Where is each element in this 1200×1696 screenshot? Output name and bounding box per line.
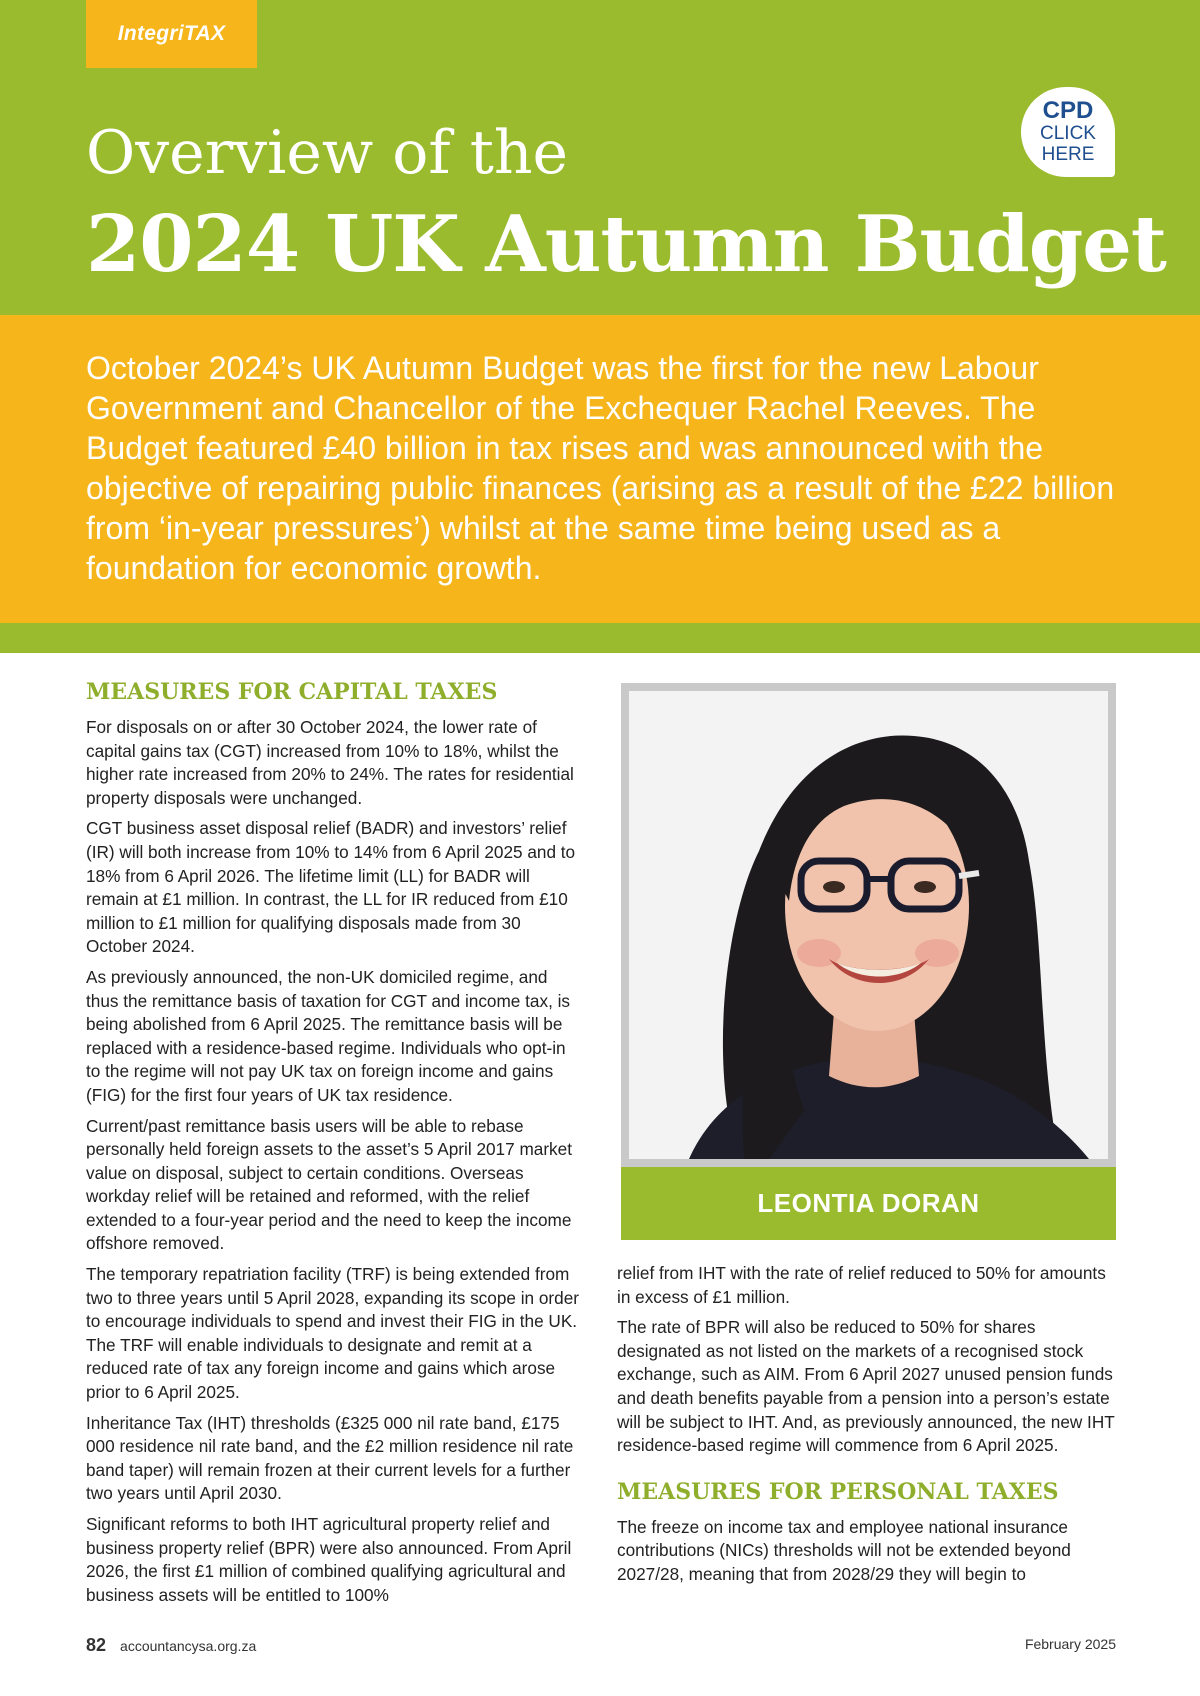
cpd-click-badge[interactable]: [1021, 87, 1115, 177]
header-band: [0, 0, 1200, 315]
footer-date: February 2025: [1024, 1636, 1116, 1652]
cpd-here-label: HERE: [1041, 144, 1095, 165]
paragraph: The freeze on income tax and employee national insurance contributions (NICs) thresholds will not be extended beyond 2027/28, meaning that from 2028/29 they will begin to: [617, 1516, 1071, 1584]
paragraph: CGT business asset disposal relief (BADR) and investors’ relief (IR) will both increase from 10% to 14% from 6 April 2025 and to 18% from 6 April 2026. The lifetime limit (LL) for BADR will remain at £1 million. In contrast, the LL for IR reduced from £10 million to £1 million for qualifying disposals made from 30 October 2024.: [86, 818, 576, 957]
cpd-label: CPD: [1042, 97, 1094, 124]
paragraph: The temporary repatriation facility (TRF) is being extended from two to three years until 5 April 2028, expanding its scope in order to encourage individuals to spend and invest their FIG in the UK. The TRF will enable individuals to designate and remit at a reduced rate of tax any foreign income and gains which arose prior to 6 April 2025.: [86, 1264, 579, 1403]
portrait-frame: [621, 683, 1116, 1167]
footer-left: [86, 1635, 256, 1656]
divider-strip: [0, 623, 1200, 653]
title-line-1: Overview of the: [86, 118, 568, 188]
right-column: [617, 1262, 1117, 1594]
left-column: [86, 676, 584, 1614]
cpd-click-label: CLICK: [1040, 123, 1096, 144]
brand-logo: IntegriTAX: [86, 0, 257, 68]
section-heading-capital-taxes: MEASURES FOR CAPITAL TAXES: [86, 679, 498, 705]
paragraph: As previously announced, the non-UK domiciled regime, and thus the remittance basis of taxation for CGT and income tax, is being abolished from 6 April 2025. The remittance basis will be replaced with a residence-based regime. Individuals who opt-in to the regime will not pay UK tax on foreign income and gains (FIG) for the first four years of UK tax residence.: [86, 966, 571, 1105]
portrait-photo: [629, 691, 1108, 1159]
portrait-name: LEONTIA DORAN: [621, 1167, 1116, 1240]
title-line-2: 2024 UK Autumn Budget: [86, 199, 1166, 290]
paragraph: relief from IHT with the rate of relief reduced to 50% for amounts in excess of £1 million.: [617, 1263, 1106, 1307]
intro-text: October 2024’s UK Autumn Budget was the first for the new Labour Government and Chancellor of the Exchequer Rachel Reeves. The Budget featured £40 billion in tax rises and was announced with the objective of repairing public finances (arising as a result of the £22 billion from ‘in-year pressures’) whilst at the same time being used as a foundation for economic growth.: [86, 350, 1115, 586]
page-number: 82: [86, 1635, 107, 1655]
paragraph: Significant reforms to both IHT agricultural property relief and business property relief (BPR) were also announced. From April 2026, the first £1 million of combined qualifying agricultural and business assets will be entitled to 100%: [86, 1514, 572, 1605]
paragraph: The rate of BPR will also be reduced to 50% for shares designated as not listed on the markets of a recognised stock exchange, such as AIM. From 6 April 2027 unused pension funds and death benefits payable from a pension into a person’s estate will be subject to IHT. And, as previously announced, the new IHT residence-based regime will commence from 6 April 2025.: [617, 1317, 1115, 1456]
paragraph: Current/past remittance basis users will be able to rebase personally held foreign assets to the asset’s 5 April 2017 market value on disposal, subject to certain conditions. Overseas workday relief will be retained and reformed, with the relief extended to a four-year period and the need to keep the income offshore removed.: [86, 1115, 572, 1254]
portrait-illustration: [629, 691, 1108, 1159]
paragraph: For disposals on or after 30 October 2024, the lower rate of capital gains tax (CGT) increased from 10% to 18%, whilst the higher rate increased from 20% to 24%. The rates for residential property disposals were unchanged.: [86, 717, 574, 808]
section-heading-personal-taxes: MEASURES FOR PERSONAL TAXES: [617, 1478, 1059, 1505]
website-link[interactable]: accountancysa.org.za: [120, 1638, 257, 1654]
paragraph: Inheritance Tax (IHT) thresholds (£325 000 nil rate band, £175 000 residence nil rate band, and the £2 million residence nil rate band taper) will remain frozen at their current levels for a further two years until April 2030.: [86, 1412, 574, 1504]
